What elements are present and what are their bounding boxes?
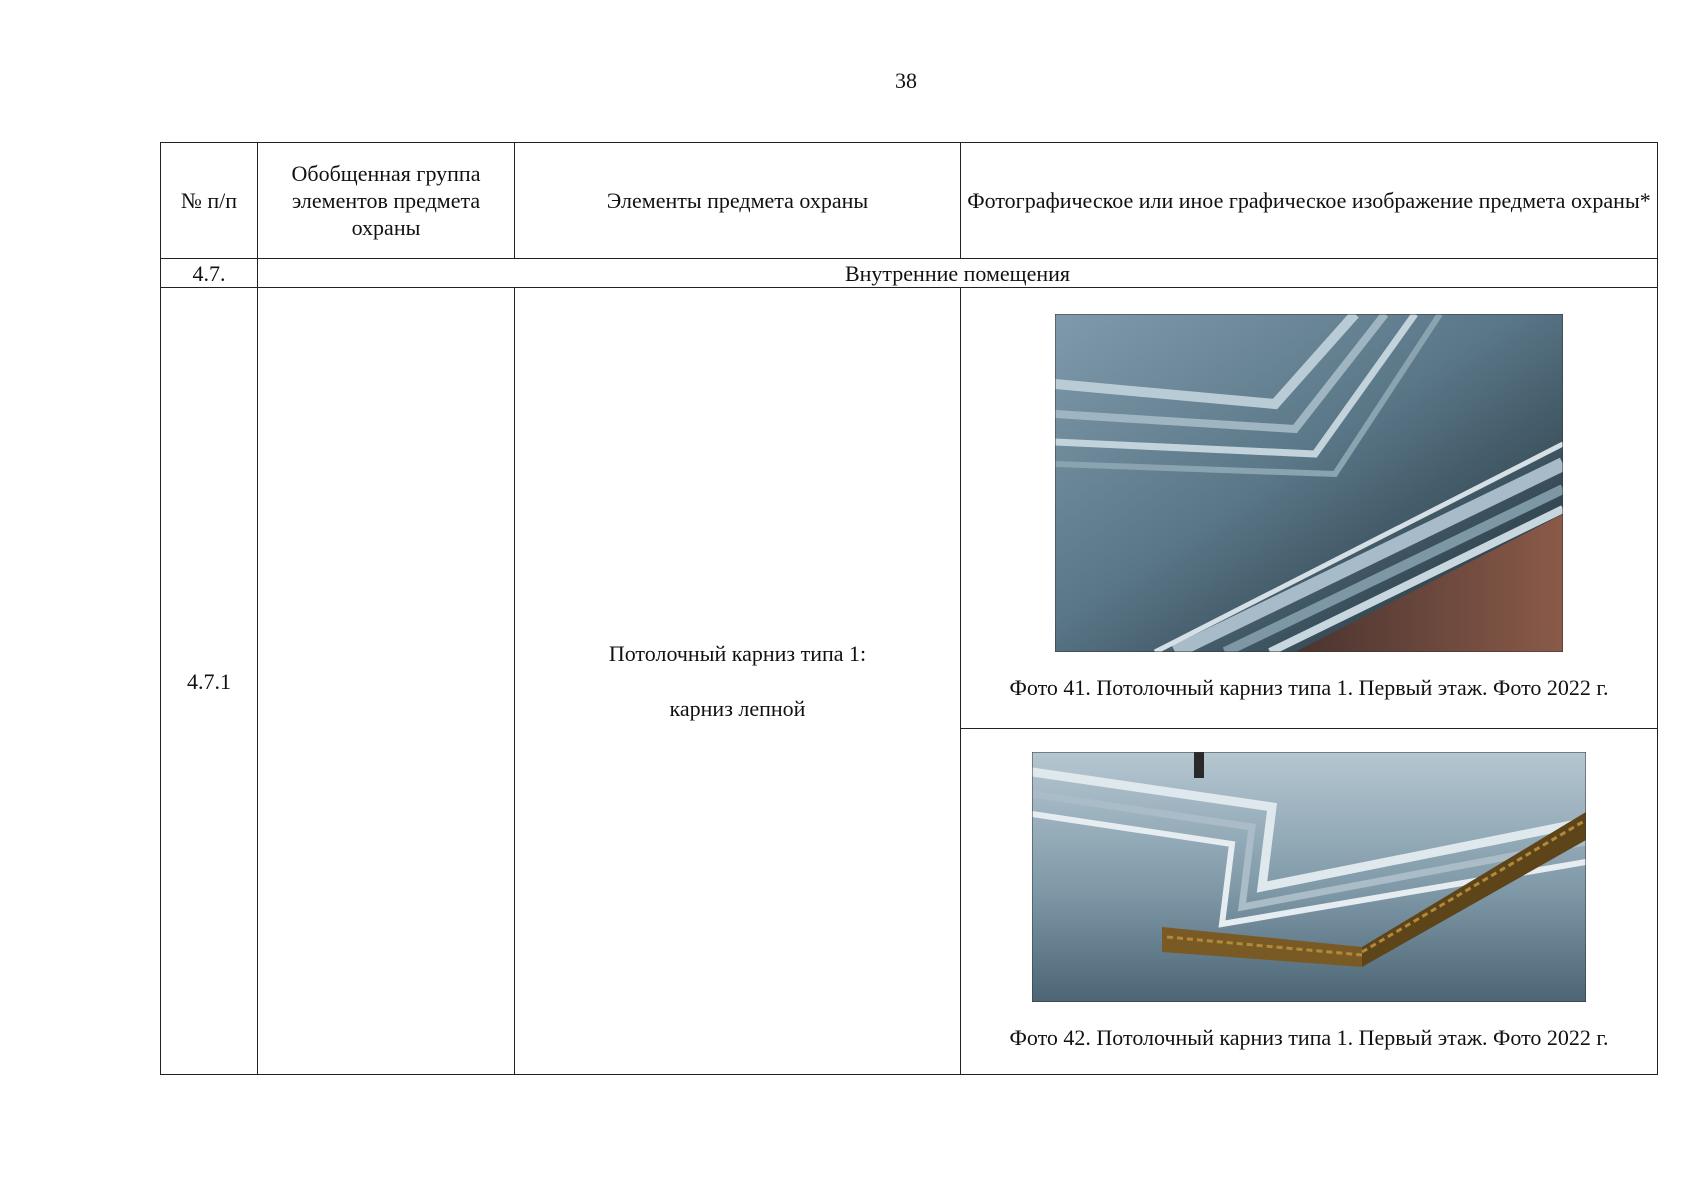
photo-42-caption: Фото 42. Потолочный карниз типа 1. Первый этаж. Фото 2022 г. (1009, 1024, 1609, 1050)
section-row (161, 259, 1658, 288)
photo-41-ceiling-cornice (1055, 314, 1563, 652)
section-title: Внутренние помещения (258, 259, 1658, 288)
header-num: № п/п (161, 143, 258, 259)
header-group: Обобщенная группа элементов предмета охраны (258, 143, 515, 259)
protection-table (160, 142, 1658, 1075)
section-num: 4.7. (161, 259, 258, 288)
header-image: Фотографическое или иное графическое изображение предмета охраны* (961, 143, 1658, 259)
row-num: 4.7.1 (161, 288, 258, 1075)
row-elements (515, 288, 961, 1075)
row-group (258, 288, 515, 1075)
element-line-1: Потолочный карниз типа 1: (608, 641, 867, 666)
photo-42-ceiling-cornice (1032, 752, 1586, 1002)
page-number: 38 (895, 68, 917, 93)
photo-41-caption: Фото 41. Потолочный карниз типа 1. Первый этаж. Фото 2022 г. (1009, 675, 1609, 700)
table-row (161, 288, 1658, 729)
header-elements: Элементы предмета охраны (515, 143, 961, 259)
photo-cell-41 (961, 288, 1658, 729)
element-line-2: карниз лепной (669, 696, 806, 721)
table-header-row (161, 143, 1658, 259)
photo-cell-42 (961, 729, 1658, 1075)
